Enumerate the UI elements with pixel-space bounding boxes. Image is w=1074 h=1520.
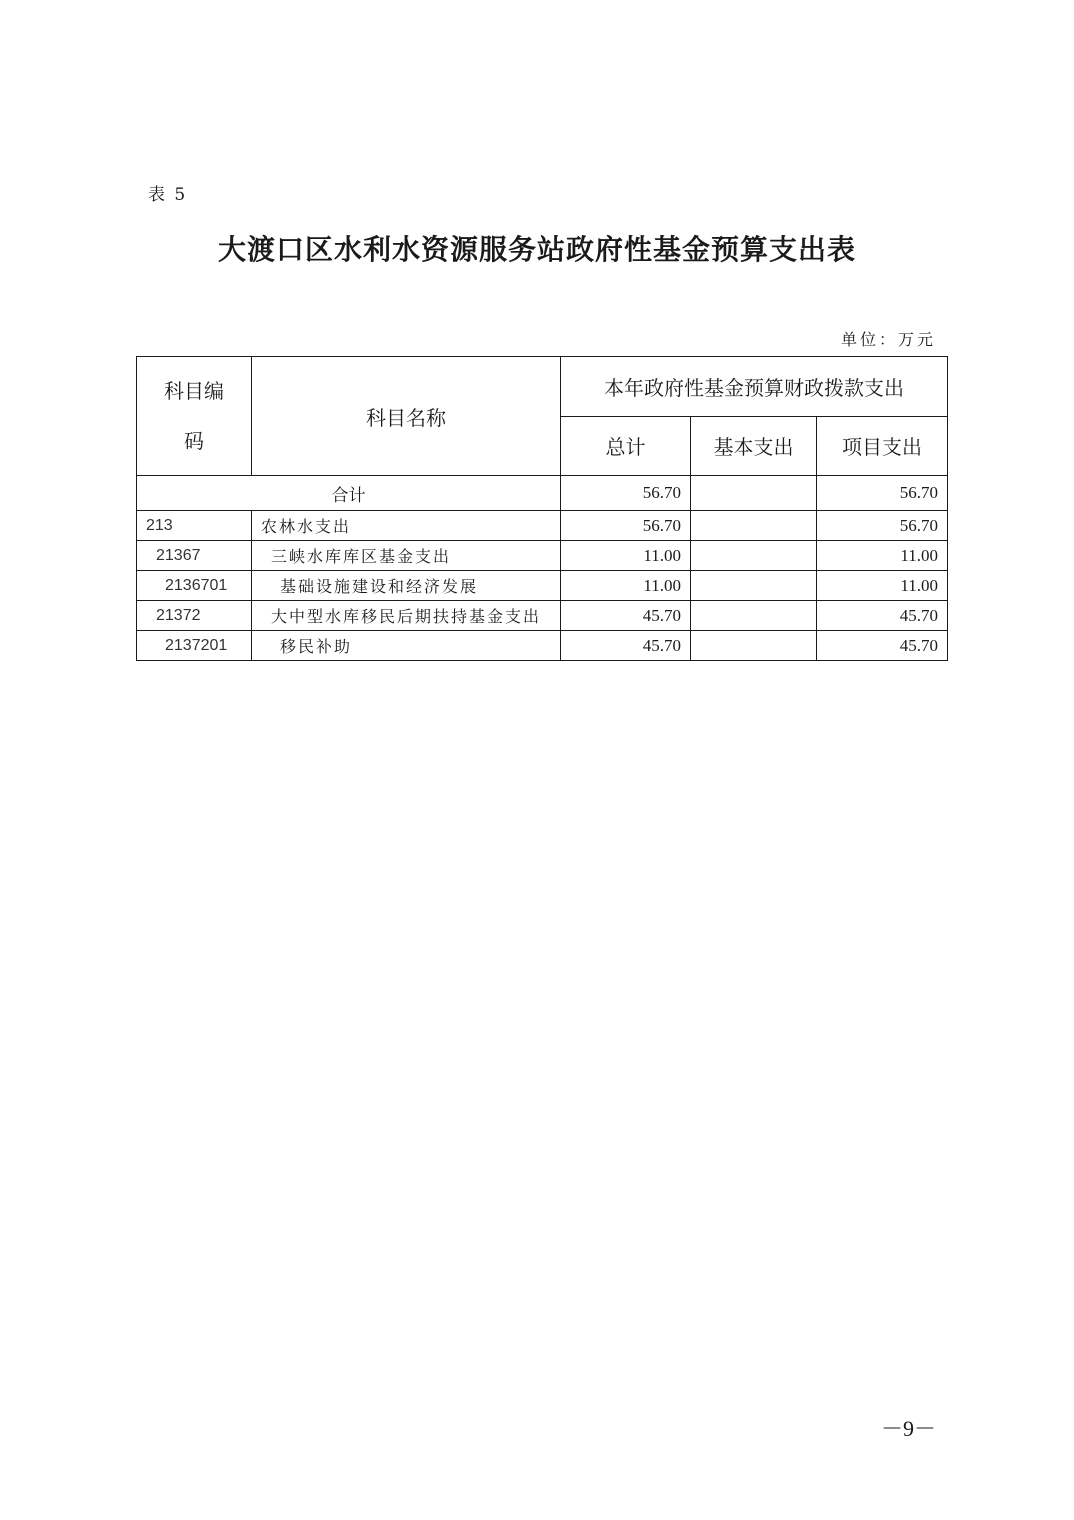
row-project: 56.70 <box>817 511 948 541</box>
row-name: 农林水支出 <box>252 511 561 541</box>
row-code: 21367 <box>137 541 252 571</box>
header-subject-name: 科目名称 <box>252 357 561 476</box>
header-subject-code <box>137 357 252 476</box>
row-basic <box>691 571 817 601</box>
summary-basic <box>691 476 817 511</box>
unit-label: 单位：万元 <box>840 330 936 349</box>
row-name: 移民补助 <box>252 631 561 661</box>
row-basic <box>691 541 817 571</box>
header-subject-code-line2: 码 <box>184 429 204 453</box>
summary-row <box>137 476 948 511</box>
page-number: －9－ <box>880 1416 936 1441</box>
table-label: 表 5 <box>148 185 188 205</box>
header-group-expenditure: 本年政府性基金预算财政拨款支出 <box>561 357 948 417</box>
row-name: 大中型水库移民后期扶持基金支出 <box>252 601 561 631</box>
row-project: 11.00 <box>817 571 948 601</box>
row-code: 213 <box>137 511 252 541</box>
row-basic <box>691 631 817 661</box>
row-project: 45.70 <box>817 631 948 661</box>
row-total: 11.00 <box>561 571 691 601</box>
row-name: 三峡水库库区基金支出 <box>252 541 561 571</box>
header-project: 项目支出 <box>817 416 948 476</box>
row-code: 2137201 <box>137 631 252 661</box>
row-total: 45.70 <box>561 631 691 661</box>
row-basic <box>691 601 817 631</box>
summary-total: 56.70 <box>561 476 691 511</box>
row-total: 11.00 <box>561 541 691 571</box>
table-row <box>137 631 948 661</box>
header-basic: 基本支出 <box>691 416 817 476</box>
row-project: 11.00 <box>817 541 948 571</box>
row-basic <box>691 511 817 541</box>
header-subject-code-line1: 科目编 <box>164 379 224 403</box>
table-row <box>137 571 948 601</box>
summary-project: 56.70 <box>817 476 948 511</box>
row-project: 45.70 <box>817 601 948 631</box>
row-total: 56.70 <box>561 511 691 541</box>
summary-label: 合计 <box>137 476 561 511</box>
row-code: 21372 <box>137 601 252 631</box>
table-row <box>137 511 948 541</box>
row-name: 基础设施建设和经济发展 <box>252 571 561 601</box>
header-total: 总计 <box>561 416 691 476</box>
row-code: 2136701 <box>137 571 252 601</box>
document-title: 大渡口区水利水资源服务站政府性基金预算支出表 <box>217 233 856 266</box>
row-total: 45.70 <box>561 601 691 631</box>
header-row-1 <box>137 357 948 417</box>
table-row <box>137 541 948 571</box>
budget-table <box>136 356 948 661</box>
table-row <box>137 601 948 631</box>
